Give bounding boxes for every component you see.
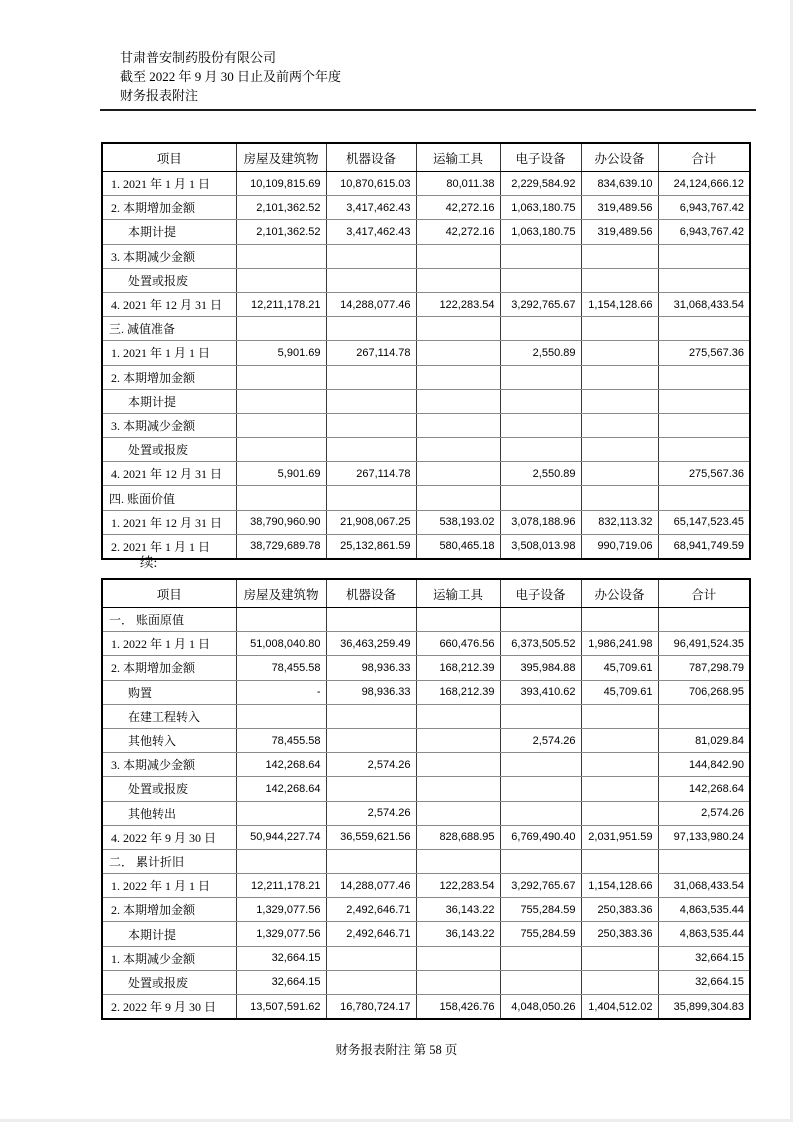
column-header: 机器设备 (326, 143, 416, 172)
value-cell: 2,229,584.92 (500, 172, 581, 196)
item-cell: 处置或报废 (102, 268, 236, 292)
value-cell (658, 389, 750, 413)
value-cell (236, 268, 326, 292)
table-row (102, 413, 750, 437)
value-cell: 10,109,815.69 (236, 172, 326, 196)
value-cell (416, 849, 500, 873)
value-cell (500, 849, 581, 873)
table-row (102, 438, 750, 462)
value-cell (236, 849, 326, 873)
value-cell: 275,567.36 (658, 462, 750, 486)
column-header: 合计 (658, 143, 750, 172)
value-cell: 35,899,304.83 (658, 995, 750, 1020)
value-cell (581, 704, 658, 728)
item-cell: 1. 本期减少金额 (102, 946, 236, 970)
item-cell: 本期计提 (102, 220, 236, 244)
value-cell: 42,272.16 (416, 220, 500, 244)
table-header-row (102, 579, 750, 608)
table-row (102, 172, 750, 196)
item-cell: 2. 本期增加金额 (102, 365, 236, 389)
value-cell (658, 244, 750, 268)
value-cell (416, 970, 500, 994)
value-cell: 38,790,960.90 (236, 510, 326, 534)
value-cell (416, 704, 500, 728)
company-name: 甘肃普安制药股份有限公司 (120, 50, 277, 65)
value-cell: 5,901.69 (236, 341, 326, 365)
value-cell: 13,507,591.62 (236, 995, 326, 1020)
column-header: 房屋及建筑物 (236, 143, 326, 172)
value-cell: 36,143.22 (416, 922, 500, 946)
table-row (102, 244, 750, 268)
value-cell: 2,101,362.52 (236, 196, 326, 220)
value-cell (658, 413, 750, 437)
item-cell: 其他转入 (102, 728, 236, 752)
value-cell: 36,559,621.56 (326, 825, 416, 849)
value-cell: 122,283.54 (416, 292, 500, 316)
value-cell: 144,842.90 (658, 753, 750, 777)
value-cell (500, 389, 581, 413)
table-row (102, 753, 750, 777)
value-cell: 3,292,765.67 (500, 292, 581, 316)
value-cell: 1,329,077.56 (236, 898, 326, 922)
table-row (102, 220, 750, 244)
value-cell: 168,212.39 (416, 656, 500, 680)
value-cell: 50,944,227.74 (236, 825, 326, 849)
value-cell: 755,284.59 (500, 898, 581, 922)
item-cell: 2. 本期增加金额 (102, 898, 236, 922)
value-cell (500, 753, 581, 777)
value-cell (416, 462, 500, 486)
value-cell (416, 389, 500, 413)
value-cell: 832,113.32 (581, 510, 658, 534)
value-cell (416, 438, 500, 462)
value-cell (236, 413, 326, 437)
value-cell: 42,272.16 (416, 196, 500, 220)
continuation-label: 续: (140, 555, 158, 570)
value-cell: 787,298.79 (658, 656, 750, 680)
value-cell: 2,574.26 (500, 728, 581, 752)
item-cell: 本期计提 (102, 389, 236, 413)
value-cell: 1,063,180.75 (500, 196, 581, 220)
column-header: 运输工具 (416, 579, 500, 608)
value-cell: 24,124,666.12 (658, 172, 750, 196)
column-header: 办公设备 (581, 143, 658, 172)
value-cell: 250,383.36 (581, 898, 658, 922)
value-cell (326, 777, 416, 801)
value-cell: 660,476.56 (416, 632, 500, 656)
value-cell: 2,101,362.52 (236, 220, 326, 244)
value-cell (500, 486, 581, 510)
item-cell: 3. 本期减少金额 (102, 244, 236, 268)
item-cell: 2. 本期增加金额 (102, 196, 236, 220)
value-cell (500, 704, 581, 728)
item-cell: 二． 累计折旧 (102, 849, 236, 873)
value-cell: 250,383.36 (581, 922, 658, 946)
table-row (102, 486, 750, 510)
value-cell: 98,936.33 (326, 656, 416, 680)
value-cell: 538,193.02 (416, 510, 500, 534)
value-cell: 142,268.64 (236, 753, 326, 777)
value-cell: 1,986,241.98 (581, 632, 658, 656)
value-cell: 12,211,178.21 (236, 874, 326, 898)
column-header: 项目 (102, 143, 236, 172)
value-cell: 81,029.84 (658, 728, 750, 752)
table-row (102, 704, 750, 728)
value-cell: 32,664.15 (658, 970, 750, 994)
value-cell (658, 608, 750, 632)
value-cell: 267,114.78 (326, 341, 416, 365)
value-cell: 31,068,433.54 (658, 874, 750, 898)
table-row (102, 680, 750, 704)
value-cell (658, 365, 750, 389)
value-cell: 990,719.06 (581, 534, 658, 559)
value-cell: 78,455.58 (236, 656, 326, 680)
value-cell (581, 801, 658, 825)
value-cell (500, 268, 581, 292)
table-row (102, 946, 750, 970)
value-cell (658, 486, 750, 510)
item-cell: 1. 2022 年 1 月 1 日 (102, 632, 236, 656)
value-cell (500, 365, 581, 389)
value-cell (236, 801, 326, 825)
table-row (102, 922, 750, 946)
value-cell: 828,688.95 (416, 825, 500, 849)
value-cell (416, 413, 500, 437)
value-cell (581, 970, 658, 994)
value-cell (658, 849, 750, 873)
value-cell: 4,863,535.44 (658, 898, 750, 922)
item-cell: 3. 本期减少金额 (102, 753, 236, 777)
value-cell (326, 389, 416, 413)
value-cell: - (236, 680, 326, 704)
value-cell (658, 438, 750, 462)
value-cell (416, 317, 500, 341)
value-cell: 122,283.54 (416, 874, 500, 898)
value-cell (416, 777, 500, 801)
value-cell: 393,410.62 (500, 680, 581, 704)
table-row (102, 365, 750, 389)
value-cell (500, 801, 581, 825)
value-cell: 2,550.89 (500, 341, 581, 365)
table-row (102, 849, 750, 873)
value-cell (236, 365, 326, 389)
value-cell: 158,426.76 (416, 995, 500, 1020)
value-cell: 2,574.26 (326, 753, 416, 777)
value-cell (581, 462, 658, 486)
value-cell (581, 946, 658, 970)
item-cell: 1. 2022 年 1 月 1 日 (102, 874, 236, 898)
value-cell: 14,288,077.46 (326, 874, 416, 898)
value-cell: 6,943,767.42 (658, 220, 750, 244)
value-cell: 21,908,067.25 (326, 510, 416, 534)
value-cell (416, 753, 500, 777)
value-cell (581, 728, 658, 752)
value-cell (236, 389, 326, 413)
value-cell: 10,870,615.03 (326, 172, 416, 196)
value-cell: 78,455.58 (236, 728, 326, 752)
value-cell (416, 341, 500, 365)
table-header-row (102, 143, 750, 172)
value-cell: 12,211,178.21 (236, 292, 326, 316)
item-cell: 在建工程转入 (102, 704, 236, 728)
value-cell (416, 365, 500, 389)
item-cell: 其他转出 (102, 801, 236, 825)
value-cell: 68,941,749.59 (658, 534, 750, 559)
document-header (120, 48, 341, 105)
value-cell: 96,491,524.35 (658, 632, 750, 656)
document-title: 财务报表附注 (120, 88, 199, 103)
value-cell: 168,212.39 (416, 680, 500, 704)
value-cell (326, 244, 416, 268)
value-cell: 580,465.18 (416, 534, 500, 559)
value-cell (581, 608, 658, 632)
item-cell: 4. 2021 年 12 月 31 日 (102, 292, 236, 316)
value-cell (500, 777, 581, 801)
item-cell: 4. 2021 年 12 月 31 日 (102, 462, 236, 486)
value-cell (581, 317, 658, 341)
value-cell: 4,863,535.44 (658, 922, 750, 946)
value-cell (500, 413, 581, 437)
fixed-assets-schedule-2022 (101, 578, 751, 1020)
value-cell: 1,154,128.66 (581, 292, 658, 316)
value-cell (326, 438, 416, 462)
value-cell: 755,284.59 (500, 922, 581, 946)
value-cell: 65,147,523.45 (658, 510, 750, 534)
table-row (102, 825, 750, 849)
value-cell (500, 608, 581, 632)
value-cell (326, 365, 416, 389)
item-cell: 本期计提 (102, 922, 236, 946)
value-cell: 98,936.33 (326, 680, 416, 704)
item-cell: 1. 2021 年 1 月 1 日 (102, 172, 236, 196)
value-cell: 2,492,646.71 (326, 898, 416, 922)
value-cell (581, 389, 658, 413)
value-cell (581, 849, 658, 873)
value-cell: 1,329,077.56 (236, 922, 326, 946)
value-cell: 14,288,077.46 (326, 292, 416, 316)
fixed-assets-schedule-2021 (101, 142, 751, 560)
value-cell: 275,567.36 (658, 341, 750, 365)
value-cell: 97,133,980.24 (658, 825, 750, 849)
value-cell (326, 946, 416, 970)
column-header: 电子设备 (500, 579, 581, 608)
value-cell: 2,550.89 (500, 462, 581, 486)
value-cell: 32,664.15 (236, 970, 326, 994)
value-cell: 1,404,512.02 (581, 995, 658, 1020)
value-cell: 267,114.78 (326, 462, 416, 486)
value-cell: 38,729,689.78 (236, 534, 326, 559)
value-cell: 80,011.38 (416, 172, 500, 196)
value-cell (326, 704, 416, 728)
table-row (102, 970, 750, 994)
value-cell (658, 704, 750, 728)
value-cell: 3,078,188.96 (500, 510, 581, 534)
table-row (102, 656, 750, 680)
value-cell (326, 849, 416, 873)
table-row (102, 462, 750, 486)
item-cell: 一． 账面原值 (102, 608, 236, 632)
value-cell (581, 777, 658, 801)
value-cell (416, 608, 500, 632)
item-cell: 1. 2021 年 12 月 31 日 (102, 510, 236, 534)
value-cell (658, 317, 750, 341)
value-cell: 16,780,724.17 (326, 995, 416, 1020)
table-row (102, 608, 750, 632)
value-cell (500, 244, 581, 268)
table-row (102, 632, 750, 656)
value-cell (416, 801, 500, 825)
item-cell: 1. 2021 年 1 月 1 日 (102, 341, 236, 365)
value-cell: 319,489.56 (581, 196, 658, 220)
table-row (102, 510, 750, 534)
column-header: 机器设备 (326, 579, 416, 608)
value-cell (581, 438, 658, 462)
value-cell: 6,943,767.42 (658, 196, 750, 220)
report-period: 截至 2022 年 9 月 30 日止及前两个年度 (120, 69, 342, 84)
value-cell (658, 268, 750, 292)
item-cell: 3. 本期减少金额 (102, 413, 236, 437)
table-row (102, 995, 750, 1020)
table-row (102, 728, 750, 752)
item-cell: 处置或报废 (102, 438, 236, 462)
value-cell (416, 244, 500, 268)
table-row (102, 268, 750, 292)
column-header: 电子设备 (500, 143, 581, 172)
value-cell: 319,489.56 (581, 220, 658, 244)
value-cell (416, 486, 500, 510)
table-row (102, 777, 750, 801)
table-row (102, 534, 750, 559)
value-cell: 32,664.15 (236, 946, 326, 970)
value-cell (500, 946, 581, 970)
value-cell (500, 970, 581, 994)
value-cell: 834,639.10 (581, 172, 658, 196)
value-cell (581, 486, 658, 510)
value-cell: 32,664.15 (658, 946, 750, 970)
value-cell: 36,143.22 (416, 898, 500, 922)
value-cell: 2,031,951.59 (581, 825, 658, 849)
value-cell: 2,492,646.71 (326, 922, 416, 946)
value-cell: 3,417,462.43 (326, 196, 416, 220)
value-cell (236, 438, 326, 462)
value-cell (326, 728, 416, 752)
page-footer: 财务报表附注 第 58 页 (335, 1043, 458, 1057)
value-cell (581, 341, 658, 365)
column-header: 项目 (102, 579, 236, 608)
value-cell: 6,769,490.40 (500, 825, 581, 849)
header-divider (100, 109, 756, 111)
value-cell (326, 608, 416, 632)
value-cell: 3,417,462.43 (326, 220, 416, 244)
value-cell: 1,154,128.66 (581, 874, 658, 898)
item-cell: 2. 本期增加金额 (102, 656, 236, 680)
item-cell: 处置或报废 (102, 970, 236, 994)
value-cell (236, 486, 326, 510)
value-cell (236, 608, 326, 632)
table-row (102, 389, 750, 413)
column-header: 房屋及建筑物 (236, 579, 326, 608)
table-row (102, 317, 750, 341)
value-cell: 51,008,040.80 (236, 632, 326, 656)
value-cell: 5,901.69 (236, 462, 326, 486)
value-cell (236, 317, 326, 341)
item-cell: 2. 2022 年 9 月 30 日 (102, 995, 236, 1020)
value-cell: 142,268.64 (658, 777, 750, 801)
value-cell (581, 268, 658, 292)
value-cell (236, 704, 326, 728)
value-cell (581, 365, 658, 389)
column-header: 合计 (658, 579, 750, 608)
value-cell: 3,292,765.67 (500, 874, 581, 898)
value-cell (326, 413, 416, 437)
value-cell (500, 317, 581, 341)
value-cell (581, 244, 658, 268)
value-cell (581, 413, 658, 437)
value-cell: 4,048,050.26 (500, 995, 581, 1020)
value-cell: 706,268.95 (658, 680, 750, 704)
item-cell: 2. 2021 年 1 月 1 日 (102, 534, 236, 559)
column-header: 办公设备 (581, 579, 658, 608)
table-row (102, 801, 750, 825)
value-cell (326, 317, 416, 341)
item-cell: 四. 账面价值 (102, 486, 236, 510)
value-cell: 25,132,861.59 (326, 534, 416, 559)
value-cell: 142,268.64 (236, 777, 326, 801)
value-cell (500, 438, 581, 462)
item-cell: 三. 减值准备 (102, 317, 236, 341)
item-cell: 4. 2022 年 9 月 30 日 (102, 825, 236, 849)
table-row (102, 196, 750, 220)
value-cell: 2,574.26 (658, 801, 750, 825)
table-row (102, 874, 750, 898)
value-cell (581, 753, 658, 777)
value-cell (416, 728, 500, 752)
value-cell (326, 268, 416, 292)
value-cell: 3,508,013.98 (500, 534, 581, 559)
value-cell: 36,463,259.49 (326, 632, 416, 656)
value-cell (416, 946, 500, 970)
value-cell (326, 486, 416, 510)
value-cell (236, 244, 326, 268)
table-row (102, 292, 750, 316)
value-cell: 6,373,505.52 (500, 632, 581, 656)
value-cell: 45,709.61 (581, 680, 658, 704)
value-cell: 45,709.61 (581, 656, 658, 680)
value-cell (416, 268, 500, 292)
item-cell: 购置 (102, 680, 236, 704)
value-cell: 1,063,180.75 (500, 220, 581, 244)
table-row (102, 341, 750, 365)
item-cell: 处置或报废 (102, 777, 236, 801)
value-cell: 2,574.26 (326, 801, 416, 825)
value-cell: 395,984.88 (500, 656, 581, 680)
value-cell (326, 970, 416, 994)
value-cell: 31,068,433.54 (658, 292, 750, 316)
column-header: 运输工具 (416, 143, 500, 172)
table-row (102, 898, 750, 922)
